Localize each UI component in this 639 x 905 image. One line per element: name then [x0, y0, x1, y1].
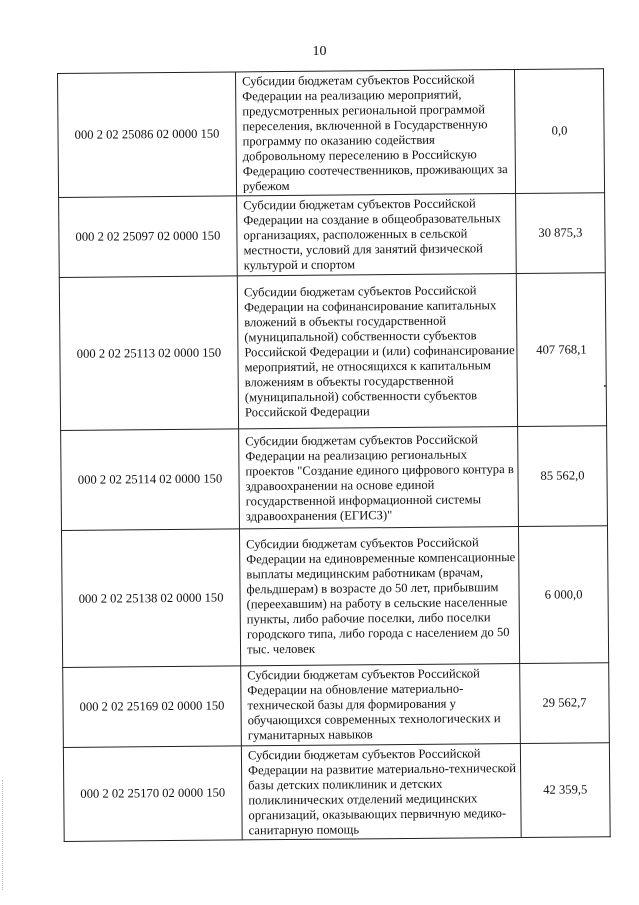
row-value: 30 875,3	[516, 193, 606, 274]
row-code: 000 2 02 25169 02 0000 150	[63, 666, 242, 748]
scan-edge-dots	[2, 780, 4, 890]
row-name	[235, 70, 515, 196]
row-name	[237, 273, 517, 428]
budget-revenue-table	[57, 68, 611, 842]
table-row	[61, 426, 608, 531]
row-name-text: Субсидии бюджетам субъектов Российской Федерации на реализацию мероприятий, предусмотренных региональной программой переселения, включенной в Государственную программу по оказанию содействия добровольному переселению в Российскую Федерацию соотечественников, проживающих за рубежом	[242, 71, 508, 193]
row-code: 000 2 02 25086 02 0000 150	[58, 72, 237, 198]
row-code: 000 2 02 25114 02 0000 150	[61, 429, 240, 531]
row-value: 6 000,0	[518, 526, 608, 664]
row-name-text: Субсидии бюджетам субъектов Российской Федерации на обновление материально-технической базы для формирования у обучающихся современных технологических и гуманитарных навыков	[247, 666, 501, 743]
row-name	[237, 194, 517, 276]
table-row	[59, 193, 606, 278]
row-value: 407 768,1	[516, 273, 606, 427]
row-name-text: Субсидии бюджетам субъектов Российской Федерации на софинансирование капитальных вложений в объекты государственной (муниципальной) собственности субъектов Российской Федерации и (или) софинансирование мероприятий, не относящихся к капитальным вложениям в объекты государственной (муниципальной) собственности субъектов Российской Федерации	[243, 282, 515, 419]
row-name-text: Субсидии бюджетам субъектов Российской Федерации на развитие материально-технической базы детских поликлиник и детских поликлинических отделений медицинских организаций, оказывающих первичную медико-санитарную помощь	[247, 745, 517, 837]
table-row	[63, 663, 610, 748]
row-name	[241, 663, 521, 745]
row-code: 000 2 02 25097 02 0000 150	[59, 196, 238, 278]
page-number: 10	[312, 44, 327, 59]
table-row	[59, 273, 606, 431]
row-name	[241, 743, 521, 839]
row-name	[239, 526, 519, 665]
row-code: 000 2 02 25138 02 0000 150	[61, 529, 240, 668]
table-row	[58, 69, 605, 198]
table-row	[63, 743, 610, 842]
row-value: 29 562,7	[520, 663, 610, 744]
scan-speck	[604, 385, 606, 387]
row-name-text: Субсидии бюджетам субъектов Российской Федерации на единовременные компенсационные выплаты медицинским работникам (врачам, фельдшерам) в возрасте до 50 лет, прибывшим (переехавшим) на работу в сельские населенные пункты, либо рабочие поселки, либо поселки городского типа, либо города с населением до 50 тыс. человек	[246, 535, 516, 657]
row-name-text: Субсидии бюджетам субъектов Российской Федерации на реализацию региональных проектов "Создание единого цифрового контура в здравоохранении на основе единой государственной информационной системы здравоохранения (ЕГИСЗ)"	[245, 431, 514, 523]
row-value: 42 359,5	[520, 743, 610, 838]
row-value: 85 562,0	[518, 426, 608, 527]
row-name	[239, 426, 519, 528]
row-value: 0,0	[514, 69, 604, 194]
row-name-text: Субсидии бюджетам субъектов Российской Федерации на создание в общеобразовательных организациях, расположенных в сельской местности, условий для занятий физической культурой и спортом	[243, 196, 501, 273]
table-row	[61, 526, 608, 668]
row-code: 000 2 02 25170 02 0000 150	[63, 746, 242, 842]
row-code: 000 2 02 25113 02 0000 150	[59, 276, 238, 431]
